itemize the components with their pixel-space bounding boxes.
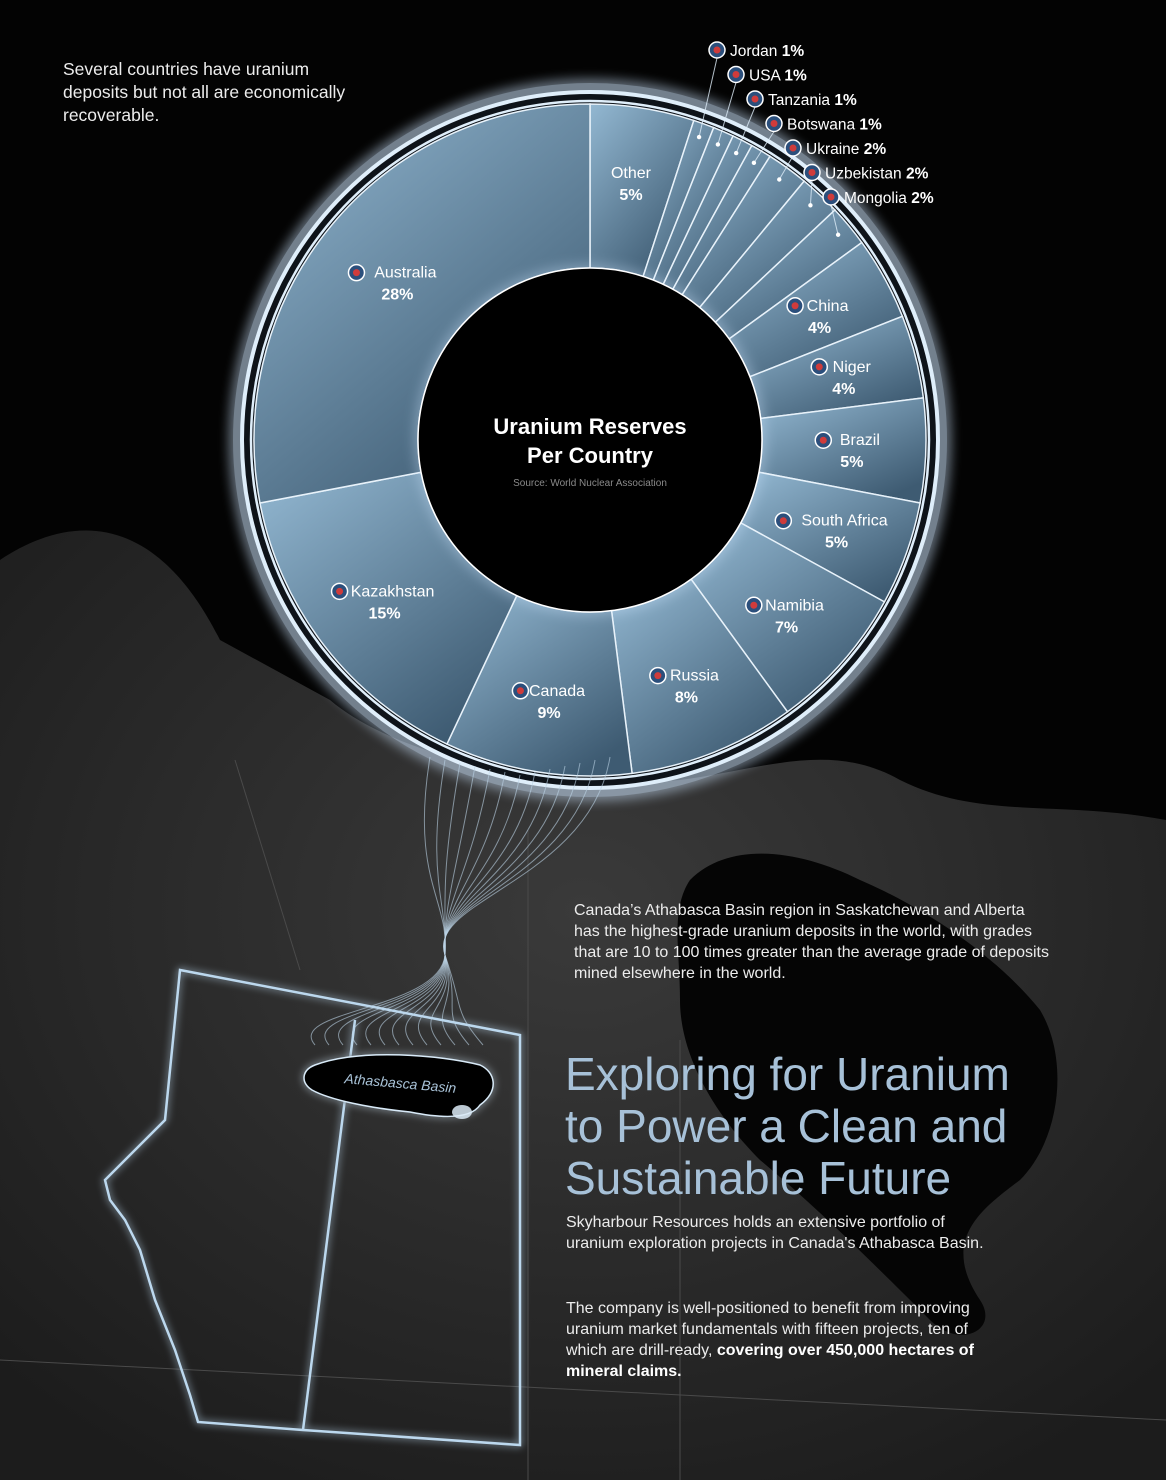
callout-value: 2% [905, 165, 929, 183]
slice-label-australia: Australia [374, 264, 437, 282]
callout-anchor [808, 203, 812, 207]
slice-label-other: Other [610, 165, 651, 183]
uzbekistan-flag-icon [804, 165, 820, 181]
headline-line-1: Exploring for Uranium [565, 1048, 1010, 1100]
slice-label-south-africa: South Africa [801, 512, 888, 530]
paragraph-2-highlight: covering over 450,000 hectares of mineral claims. [566, 1342, 974, 1380]
basin-description: Canada’s Athabasca Basin region in Saskatchewan and Alberta has the highest-grade uranium deposits in the world, with grades that are 10 to 100 times greater than the average grade of deposits mined elsewhere in the world. [574, 902, 1049, 982]
callout-value: 1% [781, 43, 805, 60]
callout-label: Uzbekistan 2% [825, 165, 929, 183]
callout-label: USA 1% [749, 67, 807, 85]
brazil-flag-icon [815, 432, 831, 448]
usa-flag-icon [728, 67, 744, 83]
mongolia-flag-icon [823, 189, 839, 205]
slice-label-china: China [806, 297, 849, 315]
slice-value-australia: 28% [381, 286, 414, 304]
chart-title-line2: Per Country [527, 443, 653, 468]
slice-label-russia: Russia [669, 667, 719, 685]
flow-line [442, 763, 580, 1045]
callout-value: 1% [834, 92, 857, 109]
callout-label: Botswana 1% [787, 116, 882, 134]
slice-label-canada: Canada [528, 682, 586, 700]
callout-label: Tanzania 1% [768, 92, 857, 109]
page-headline [565, 1048, 1125, 1204]
flow-lines [311, 757, 610, 1045]
slice-label-kazakhstan: Kazakhstan [350, 583, 435, 601]
slice-value-kazakhstan: 15% [368, 605, 401, 623]
callout-anchor [734, 151, 738, 155]
ukraine-flag-icon [785, 140, 801, 156]
callout-value: 2% [863, 141, 887, 158]
slice-value-niger: 4% [832, 380, 856, 398]
callout-anchor [777, 177, 781, 181]
slice-value-china: 4% [808, 319, 832, 337]
slice-value-other: 5% [619, 187, 643, 205]
flow-line [444, 760, 595, 1045]
center-circle [418, 268, 762, 612]
namibia-flag-icon [746, 597, 762, 613]
company-paragraph-1: Skyharbour Resources holds an extensive portfolio of uranium exploration projects in Canada's Athabasca Basin. [566, 1214, 984, 1252]
south-africa-flag-icon [775, 513, 791, 529]
callout-anchor [716, 142, 720, 146]
chart-source: Source: World Nuclear Association [513, 478, 667, 489]
slice-value-south-africa: 5% [824, 534, 849, 552]
paragraph-2-text: The company is well-positioned to benefit from improving uranium market fundamentals with fifteen projects, ten of which are drill-ready, [566, 1300, 970, 1359]
callout-value: 2% [911, 190, 934, 207]
niger-flag-icon [811, 359, 827, 375]
jordan-flag-icon [709, 42, 725, 58]
headline-line-2: to Power a Clean and [565, 1100, 1008, 1152]
callout-value: 1% [859, 116, 882, 134]
callout-anchor [697, 135, 701, 139]
tanzania-flag-icon [747, 91, 763, 107]
company-paragraph-2 [566, 1298, 996, 1382]
slice-value-brazil: 5% [840, 454, 864, 472]
headline-line-3: Sustainable Future [565, 1152, 952, 1204]
callout-anchor [752, 161, 756, 165]
callout-label: Ukraine 2% [806, 141, 887, 158]
slice-value-russia: 8% [674, 689, 699, 707]
flow-line [311, 757, 445, 1045]
callout-label: Mongolia 2% [844, 190, 934, 207]
russia-flag-icon [650, 668, 666, 684]
intro-text: Several countries have uranium deposits but not all are economically recoverable. [63, 59, 346, 125]
callout-label: Jordan 1% [730, 43, 805, 60]
slice-label-namibia: Namibia [765, 597, 824, 615]
kazakhstan-flag-icon [332, 583, 348, 599]
basin-label: Athasbasca Basin [343, 1070, 457, 1096]
slice-label-niger: Niger [832, 358, 871, 376]
australia-flag-icon [348, 265, 364, 281]
slice-value-canada: 9% [537, 704, 561, 722]
botswana-flag-icon [766, 116, 782, 132]
china-flag-icon [787, 298, 803, 314]
callout-anchor [836, 233, 840, 237]
center-hole [414, 264, 766, 616]
callout-value: 1% [784, 67, 807, 85]
chart-title-line1: Uranium Reserves [493, 414, 687, 439]
slice-value-namibia: 7% [774, 619, 799, 637]
canada-flag-icon [512, 683, 528, 699]
slice-label-brazil: Brazil [839, 432, 880, 450]
